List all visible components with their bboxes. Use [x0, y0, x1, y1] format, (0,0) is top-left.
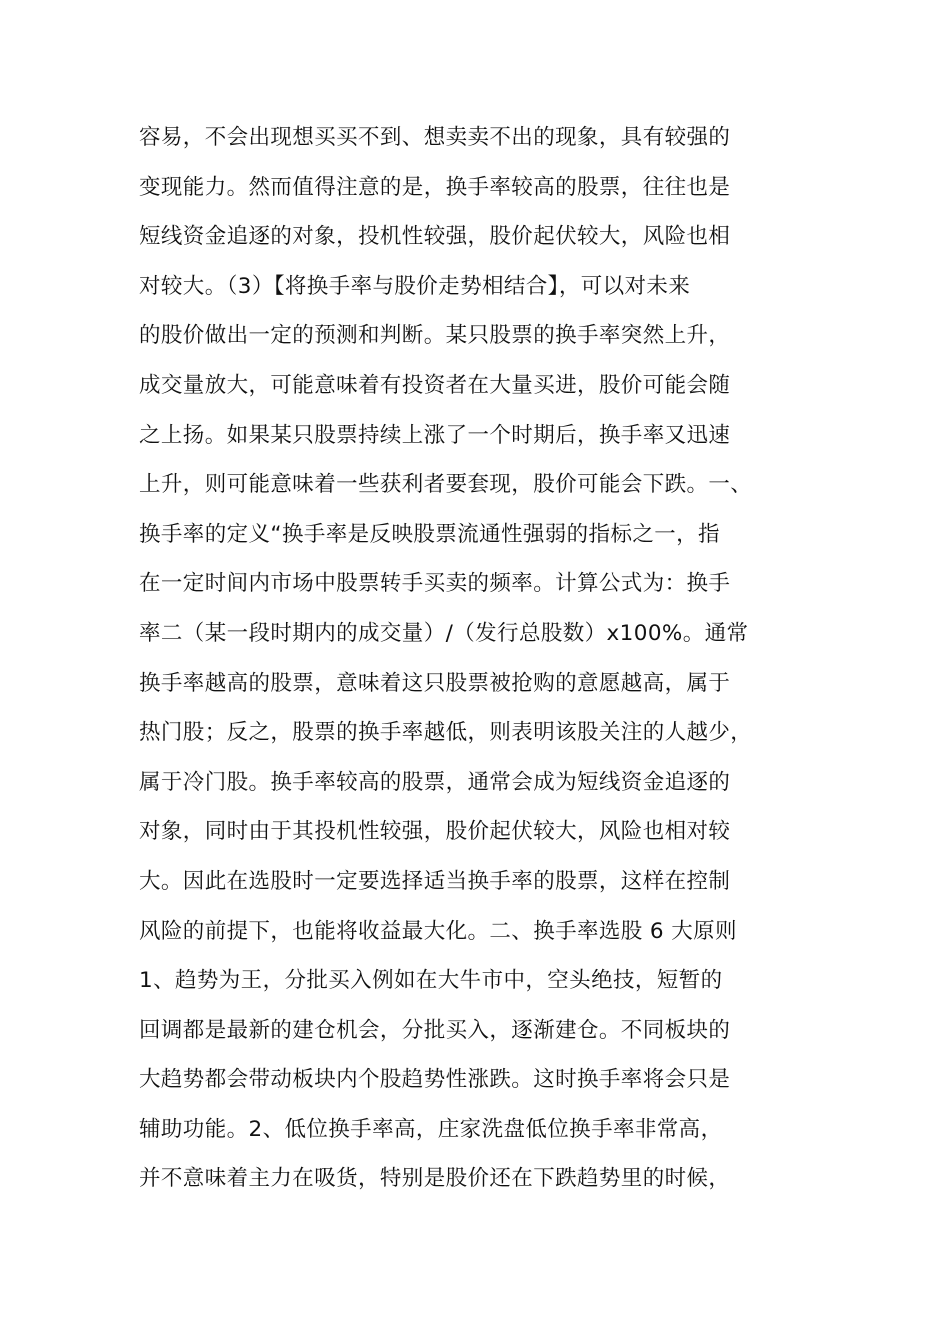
text-line: 热门股；反之，股票的换手率越低，则表明该股关注的人越少， — [139, 720, 753, 746]
text-line: 的股价做出一定的预测和判断。某只股票的换手率突然上升， — [139, 323, 731, 349]
text-line: 并不意味着主力在吸货，特别是股价还在下跌趋势里的时候， — [139, 1166, 731, 1192]
text-line: 成交量放大，可能意味着有投资者在大量买进，股价可能会随 — [139, 372, 731, 398]
text-line: 对较大。（3）【将换手率与股价走势相结合】，可以对未来 — [139, 273, 691, 299]
text-line: 容易，不会出现想买买不到、想卖卖不出的现象，具有较强的 — [139, 125, 731, 150]
text-line: 风险的前提下，也能将收益最大化。二、换手率选股 6 大原则 — [139, 918, 737, 944]
text-line: 换手率的定义“换手率是反映股票流通性强弱的指标之一，指 — [139, 521, 720, 547]
text-line: 上升，则可能意味着一些获利者要套现，股价可能会下跌。一、 — [139, 472, 753, 498]
text-line: 短线资金追逐的对象，投机性较强，股价起伏较大，风险也相 — [139, 224, 731, 250]
text-line: 对象，同时由于其投机性较强，股价起伏较大，风险也相对较 — [139, 819, 731, 845]
text-line: 在一定时间内市场中股票转手买卖的频率。计算公式为：换手 — [139, 571, 731, 597]
text-line: 辅助功能。2、低位换手率高，庄家洗盘低位换手率非常高， — [139, 1116, 723, 1142]
text-line: 大。因此在选股时一定要选择适当换手率的股票，这样在控制 — [139, 868, 731, 894]
text-line: 率二（某一段时期内的成交量）/（发行总股数）x100%。通常 — [139, 620, 749, 646]
text-line: 1、趋势为王，分批买入例如在大牛市中，空头绝技，短暂的 — [139, 968, 723, 994]
text-line: 属于冷门股。换手率较高的股票，通常会成为短线资金追逐的 — [139, 769, 731, 795]
body-text — [139, 113, 819, 1204]
text-line: 之上扬。如果某只股票持续上涨了一个时期后，换手率又迅速 — [139, 422, 731, 448]
text-line: 变现能力。然而值得注意的是，换手率较高的股票，往往也是 — [139, 174, 731, 200]
text-line: 大趋势都会带动板块内个股趋势性涨跌。这时换手率将会只是 — [139, 1067, 731, 1093]
text-line: 回调都是最新的建仓机会，分批买入，逐渐建仓。不同板块的 — [139, 1017, 731, 1043]
text-line: 换手率越高的股票，意味着这只股票被抢购的意愿越高，属于 — [139, 670, 731, 696]
